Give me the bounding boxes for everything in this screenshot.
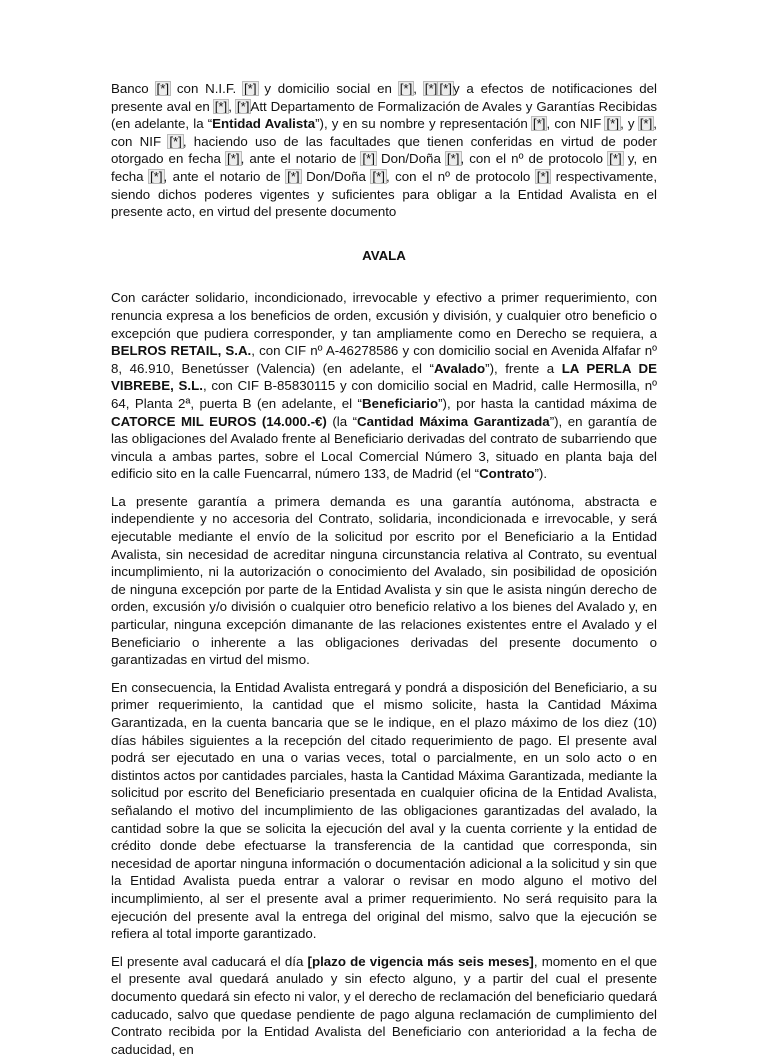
bold-term: Contrato	[479, 466, 535, 482]
bold-term: Cantidad Máxima Garantizada	[357, 413, 550, 429]
placeholder-field: [*]	[227, 151, 240, 167]
placeholder-field: [*]	[287, 168, 300, 184]
bold-term: BELROS RETAIL, S.A.	[111, 343, 252, 359]
text-run: Banco	[111, 81, 156, 96]
intro-paragraph	[111, 80, 657, 221]
text-run: , ante el notario de	[163, 168, 287, 184]
text-run: , con CIF B-85830115 y con domicilio social en Madrid, calle Hermosilla, nº 64, Planta 2ª, puerta B (en adelante, el “	[111, 378, 657, 411]
text-run: , momento en el que el presente aval quedará anulado y sin efecto alguno, y a partir del cual el presente documento quedará sin efecto ni valor, y el derecho de reclamación del beneficiario quedará caducado, salvo que quedase pendiente de pago alguna reclamación de cumplimiento del Contrato recibida por la Entidad Avalista del Beneficiario con anterioridad a la fecha de caducidad, en	[111, 953, 657, 1057]
placeholder-field: [*]	[399, 81, 413, 96]
text-run: respectivamente, siendo dichos poderes vigentes y suficientes para obligar a la Entidad Avalista en el presente acto, en virtud del presente documento	[111, 168, 658, 220]
text-run: , con NIF	[111, 116, 657, 149]
placeholder-field: [*]	[169, 133, 182, 149]
paragraph-guarantee-terms	[111, 289, 657, 483]
section-heading: AVALA	[362, 247, 406, 263]
text-run: ,	[228, 98, 236, 114]
placeholder-field: [*]	[532, 116, 546, 132]
text-run: ”).	[534, 466, 548, 482]
text-run: Don/Doña	[300, 168, 372, 184]
placeholder-field: [*]	[372, 168, 385, 184]
placeholder-field: [*]	[606, 116, 620, 132]
text-run: y a efectos de notificaciones del presente aval en	[111, 81, 657, 114]
bold-term: Avalado	[433, 360, 486, 376]
bold-term: CATORCE MIL EUROS (14.000.-€)	[111, 413, 327, 429]
paragraph-autonomous-guarantee: La presente garantía a primera demanda es una garantía autónoma, abstracta e independiente y no accesoria del Contrato, solidaria, incondicionada e irrevocable, y será ejecutable mediante el envío de la solicitud por escrito por el Beneficiario a la Entidad Avalista, sin necesidad de acreditar ninguna circunstancia relativa al Contrato, su eventual incumplimiento, ni la autorización o conocimiento del Avalado, sin posibilidad de oposición de ninguna excepción por parte de la Entidad Avalista y sin que le asista ningún derecho de orden, excusión y/o división o cualquier otro beneficio relativo a los bienes del Avalado y, en particular, ninguna excepción dimanante de las relaciones existentes entre el Avalado y el Beneficiario o inherente a las obligaciones derivadas del presente documento o garantizadas en virtud del mismo.	[111, 493, 657, 668]
text-run: ”), y en su nombre y representación	[315, 116, 532, 132]
placeholder-field: [*]	[536, 168, 550, 184]
text-run: ”), por hasta la cantidad máxima de	[438, 395, 657, 411]
placeholder-field: [*]	[362, 151, 375, 167]
placeholder-field: [*]	[149, 168, 163, 184]
text-run: ”), en garantía de las obligaciones del Avalado frente al Beneficiario derivadas del contrato de subarriendo que vincula a ambas partes, sobre el Local Comercial Número 3, situado en planta baja del edificio sito en la calle Fuencarral, número 133, de Madrid (el “	[111, 413, 657, 482]
text-run: Con carácter solidario, incondicionado, irrevocable y efectivo a primer requerimiento, con renuncia expresa a los beneficios de orden, excusión y división, y cualquier otro beneficio o excepción que pudiera corresponder, y tan ampliamente como en Derecho se requiera, a	[111, 290, 657, 341]
text-run: Don/Doña	[375, 151, 446, 167]
placeholder-field: [*]	[243, 81, 257, 96]
bold-term: [plazo de vigencia más seis meses]	[307, 953, 534, 969]
placeholder-field: [*]	[439, 81, 452, 96]
text-run: El presente aval caducará el día	[111, 953, 308, 969]
paragraph-expiry	[111, 953, 657, 1058]
text-run: , con el nº de protocolo	[460, 151, 609, 167]
text-run: y domicilio social en	[257, 81, 399, 96]
bold-term: Beneficiario	[361, 395, 439, 411]
placeholder-field: [*]	[424, 81, 438, 96]
text-run: Att Departamento de Formalización de Avales y Garantías Recibidas (en adelante, la “	[111, 98, 658, 132]
text-run: (la “	[326, 413, 357, 429]
placeholder-field: [*]	[236, 98, 250, 114]
text-run: , con el nº de protocolo	[385, 168, 536, 184]
text-run: ,	[413, 81, 424, 96]
text-run: , con CIF nº A-46278586 y con domicilio social en Avenida Alfafar nº 8, 46.910, Benetússer (Valencia) (en adelante, el “	[111, 343, 657, 376]
text-run: y, en fecha	[111, 151, 658, 184]
placeholder-field: [*]	[639, 116, 653, 132]
placeholder-field: [*]	[446, 151, 460, 167]
placeholder-field: [*]	[156, 81, 170, 96]
bold-term: Entidad Avalista	[212, 116, 316, 132]
paragraph-execution-terms: En consecuencia, la Entidad Avalista entregará y pondrá a disposición del Beneficiario, a su primer requerimiento, la cantidad que el mismo solicite, hasta la Cantidad Máxima Garantizada, en la cuenta bancaria que se le indique, en el plazo máximo de los diez (10) días hábiles siguientes a la recepción del citado requerimiento de pago. El presente aval podrá ser ejecutado en una o varias veces, total o parcialmente, en un solo acto o en distintos actos por cantidades parciales, hasta la Cantidad Máxima Garantizada, mediante la solicitud por escrito del Beneficiario presentada en cualquier oficina de la Entidad Avalista, señalando el motivo del incumplimiento de las obligaciones garantizadas del avalado, la cantidad sobre la que se solicita la ejecución del aval y la cuenta corriente y la entidad de crédito donde debe efectuarse la transferencia de la cantidad que corresponda, sin necesidad de aportar ninguna información o documentación adicional a la solicitud y sin que la Entidad Avalista pueda entrar a valorar o revisar en modo alguno el motivo del incumplimiento, al ser el presente aval a primer requerimiento. No será requisito para la ejecución del presente aval la entrega del original del mismo, salvo que la ejecución se refiera al total importe garantizado.	[111, 679, 657, 942]
text-run: con N.I.F.	[170, 81, 243, 96]
placeholder-field: [*]	[214, 98, 228, 114]
text-run: , haciendo uso de las facultades que tienen conferidas en virtud de poder otorgado en fecha	[111, 133, 657, 167]
text-run: , y	[620, 116, 639, 132]
placeholder-field: [*]	[609, 151, 622, 167]
bold-term: LA PERLA DE VIBREBE, S.L.	[111, 360, 657, 394]
text-run: , con NIF	[546, 116, 606, 132]
text-run: , ante el notario de	[240, 151, 362, 167]
text-run: ”), frente a	[485, 360, 562, 376]
